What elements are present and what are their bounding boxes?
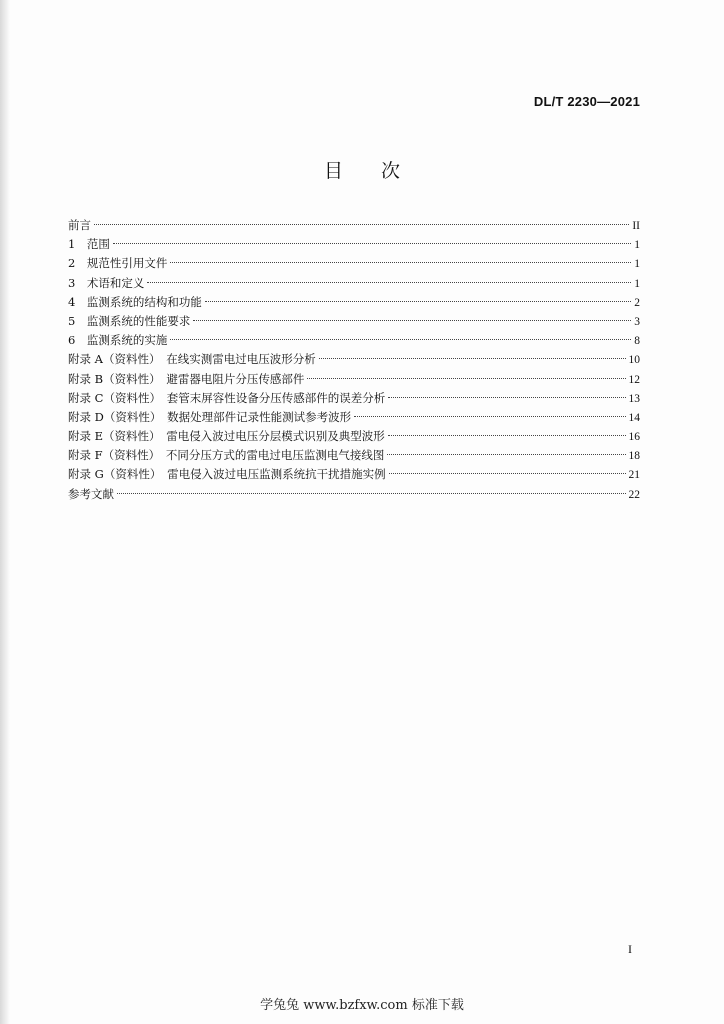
toc-entry-page: 3 [634, 315, 640, 328]
toc-entry-page: 21 [628, 469, 640, 482]
toc-entry-label: 附录 F（资料性） 不同分压方式的雷电过电压监测电气接线图 [68, 448, 385, 463]
toc-entry[interactable] [68, 350, 640, 369]
toc-entry[interactable] [68, 389, 640, 408]
toc-dot-leader [388, 397, 625, 398]
scan-edge-shadow [0, 0, 10, 1024]
toc-entry-page: 18 [628, 450, 640, 463]
toc-entry-page: 14 [628, 411, 640, 424]
toc-dot-leader [170, 339, 631, 340]
toc-entry-page: 13 [628, 392, 640, 405]
toc-entry[interactable] [68, 331, 640, 350]
watermark-text: 学兔兔 www.bzfxw.com 标准下载 [260, 998, 464, 1013]
toc-entry[interactable] [68, 446, 640, 465]
toc-dot-leader [94, 224, 629, 225]
toc-entry-page: II [632, 220, 640, 232]
toc-entry-label: 附录 C（资料性） 套管末屏容性设备分压传感部件的误差分析 [68, 390, 386, 405]
toc-entry[interactable] [68, 485, 640, 504]
toc-entry[interactable] [68, 293, 640, 312]
toc-entry[interactable] [68, 235, 640, 254]
page-number: I [628, 942, 632, 956]
toc-entry-label: 3 术语和定义 [68, 275, 145, 290]
toc-dot-leader [388, 435, 626, 436]
toc-entry-label: 6 监测系统的实施 [68, 333, 168, 348]
toc-entry-label: 附录 A（资料性） 在线实测雷电过电压波形分析 [68, 352, 316, 367]
toc-dot-leader [117, 493, 626, 494]
toc-entry-label: 前言 [68, 218, 91, 232]
toc-entry[interactable] [68, 312, 640, 331]
toc-dot-leader [307, 378, 625, 379]
toc-dot-leader [319, 358, 626, 359]
toc-entry-label: 附录 G（资料性） 雷电侵入波过电压监测系统抗干扰措施实例 [68, 467, 386, 482]
document-code: DL/T 2230—2021 [533, 94, 640, 109]
toc-entry-label: 附录 D（资料性） 数据处理部件记录性能测试参考波形 [68, 409, 352, 424]
page-title: 目次 [323, 160, 438, 182]
toc-entry-page: 2 [634, 296, 640, 309]
toc-dot-leader [354, 416, 625, 417]
toc-entry[interactable] [68, 370, 640, 389]
toc-dot-leader [170, 262, 631, 263]
toc-entry-label: 附录 B（资料性） 避雷器电阻片分压传感部件 [68, 371, 305, 386]
toc-dot-leader [147, 282, 631, 283]
toc-entry-label: 1 范围 [68, 237, 110, 252]
toc-entry-label: 5 监测系统的性能要求 [68, 313, 191, 328]
toc-entry[interactable] [68, 254, 640, 273]
toc-entry-page: 12 [628, 373, 640, 386]
toc-entry-label: 4 监测系统的结构和功能 [68, 294, 202, 309]
toc-dot-leader [205, 301, 631, 302]
toc-entry-page: 16 [628, 431, 640, 444]
toc-entry[interactable] [68, 465, 640, 484]
toc-entry-page: 1 [634, 239, 640, 252]
toc-dot-leader [389, 473, 626, 474]
toc-entry-page: 22 [628, 488, 640, 501]
toc-entry[interactable] [68, 216, 640, 235]
toc-dot-leader [387, 454, 625, 455]
toc-entry-page: 1 [634, 258, 640, 271]
toc-entry-page: 8 [634, 335, 640, 348]
toc-entry-label: 参考文献 [68, 486, 114, 501]
toc-entry-label: 附录 E（资料性） 雷电侵入波过电压分层模式识别及典型波形 [68, 429, 385, 444]
toc-entry-label: 2 规范性引用文件 [68, 256, 168, 271]
toc-entry-page: 1 [634, 277, 640, 290]
table-of-contents [68, 216, 640, 504]
toc-entry[interactable] [68, 408, 640, 427]
toc-dot-leader [113, 243, 631, 244]
toc-entry[interactable] [68, 274, 640, 293]
toc-entry-page: 10 [628, 354, 640, 367]
toc-dot-leader [193, 320, 631, 321]
toc-entry[interactable] [68, 427, 640, 446]
